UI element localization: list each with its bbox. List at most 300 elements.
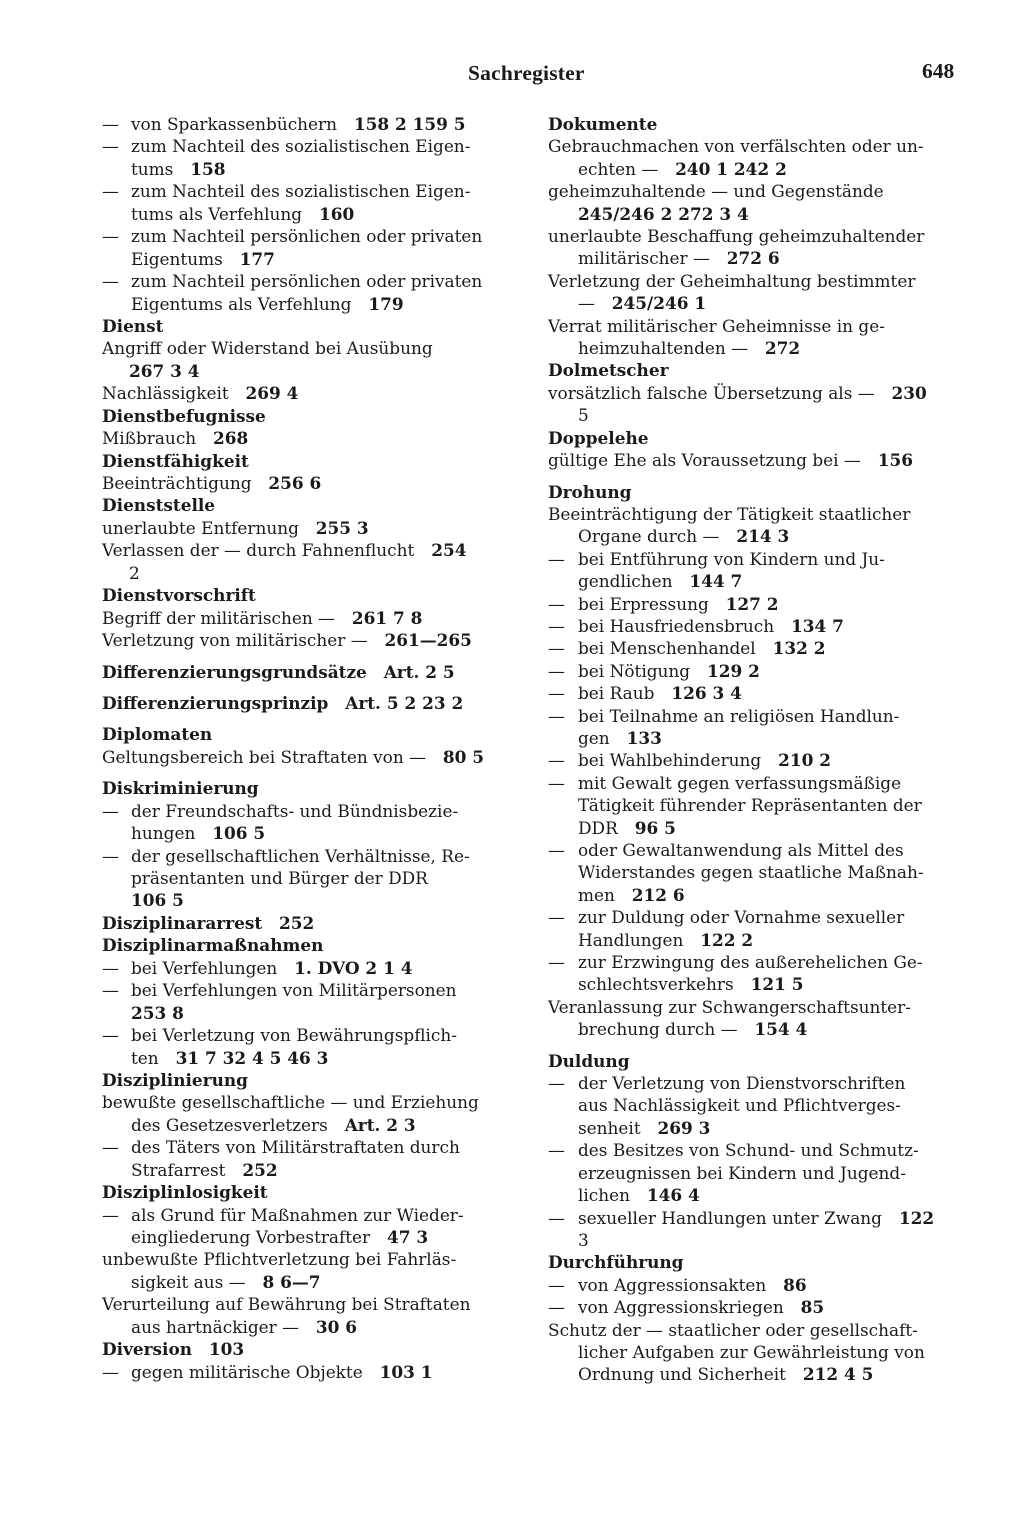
index-entry — [102, 562, 518, 584]
index-heading — [102, 1069, 518, 1091]
entry-text: Eigentums — [131, 248, 223, 269]
index-entry — [548, 794, 964, 816]
index-entry — [548, 548, 964, 570]
page-reference: 134 7 — [791, 615, 844, 636]
index-entry — [548, 449, 964, 471]
entry-text: Handlungen — [578, 929, 684, 950]
page-reference: 103 — [208, 1339, 245, 1360]
index-heading — [102, 450, 518, 472]
index-entry — [548, 503, 964, 525]
page-reference: 86 — [783, 1274, 807, 1295]
heading-text: Durchführung — [548, 1252, 684, 1273]
page-reference: 252 — [242, 1159, 278, 1180]
index-entry — [548, 203, 964, 225]
entry-dash: — — [102, 800, 119, 821]
entry-dash: — — [102, 1361, 119, 1382]
index-entry — [102, 1047, 518, 1069]
page-reference: 1. DVO 2 1 4 — [294, 957, 413, 978]
entry-text: lichen — [578, 1185, 631, 1206]
index-entry — [548, 1072, 964, 1094]
page-reference: 8 6—7 — [262, 1271, 321, 1292]
entry-dash: — — [102, 271, 119, 292]
index-entry — [102, 517, 518, 539]
page-reference: 240 1 242 2 — [675, 158, 787, 179]
heading-text: Dienst — [102, 315, 164, 336]
index-entry — [548, 270, 964, 292]
index-entry — [548, 404, 964, 426]
index-entry — [102, 746, 518, 768]
entry-dash: — — [548, 593, 565, 614]
index-entry — [102, 867, 518, 889]
page-reference: 154 4 — [754, 1019, 808, 1040]
index-entry — [102, 1316, 518, 1338]
entry-text: von Sparkassenbüchern — [131, 114, 337, 134]
page-reference: 212 4 5 — [802, 1364, 874, 1385]
index-entry — [102, 472, 518, 494]
index-entry — [548, 1094, 964, 1116]
entry-text: des Täters von Militärstraftaten durch — [131, 1137, 460, 1158]
index-entry — [548, 1018, 964, 1040]
entry-text: brechung durch — — [578, 1019, 738, 1040]
index-entry — [548, 593, 964, 615]
entry-text: hungen — [131, 823, 196, 844]
index-entry — [548, 158, 964, 180]
entry-text: Gebrauchmachen von verfälschten oder un- — [548, 136, 924, 157]
index-entry — [548, 861, 964, 883]
index-entry — [102, 248, 518, 270]
page-reference: 96 5 — [634, 817, 676, 838]
page-reference: 106 5 — [131, 890, 184, 911]
entry-text: gegen militärische Objekte — [131, 1361, 363, 1382]
index-entry — [548, 315, 964, 337]
index-entry — [102, 1136, 518, 1158]
index-entry — [102, 1114, 518, 1136]
entry-dash: — — [548, 1274, 565, 1295]
entry-text: zum Nachteil des sozialistischen Eigen- — [131, 181, 471, 202]
entry-dash: — — [102, 136, 119, 157]
heading-text: Doppelehe — [548, 427, 649, 448]
page-reference: 121 5 — [750, 974, 804, 995]
index-entry — [548, 1184, 964, 1206]
entry-text: senheit — [578, 1117, 641, 1138]
page-reference: 103 1 — [379, 1361, 433, 1382]
entry-dash: — — [102, 226, 119, 247]
index-entry — [102, 1248, 518, 1270]
heading-text: Diplomaten — [102, 724, 213, 745]
index-entry — [548, 570, 964, 592]
index-entry — [102, 293, 518, 315]
entry-text: Begriff der militärischen — — [102, 607, 336, 628]
index-heading — [102, 494, 518, 516]
index-entry — [548, 637, 964, 659]
index-entry — [548, 1296, 964, 1318]
entry-text: der Freundschafts- und Bündnisbezie- — [131, 800, 459, 821]
heading-text: Dienstbefugnisse — [102, 405, 266, 426]
entry-text: Beeinträchtigung — [102, 473, 252, 493]
index-heading — [102, 661, 518, 683]
entry-text: unerlaubte Entfernung — [102, 517, 299, 538]
entry-text: militärischer — — [578, 248, 710, 269]
index-entry — [548, 929, 964, 951]
entry-text: aus hartnäckiger — — [131, 1316, 299, 1337]
entry-text: men — [578, 884, 615, 905]
page-number: 648 — [922, 59, 955, 83]
entry-text: bei Menschenhandel — [578, 638, 756, 659]
entry-text: bei Raub — [578, 683, 655, 704]
entry-dash: — — [548, 1207, 565, 1228]
heading-text: Dolmetscher — [548, 360, 669, 381]
entry-text: zum Nachteil persönlichen oder privaten — [131, 271, 483, 292]
entry-text: bei Nötigung — [578, 660, 691, 681]
heading-text: Dienstvorschrift — [102, 585, 256, 606]
page-reference: 212 6 — [631, 884, 685, 905]
page-reference: 129 2 — [707, 660, 760, 681]
page-reference: 269 3 — [657, 1117, 711, 1138]
entry-text: schlechtsverkehrs — [578, 974, 734, 995]
page-reference: 256 6 — [268, 473, 322, 493]
heading-text: Disziplinierung — [102, 1069, 248, 1090]
index-heading — [102, 584, 518, 606]
index-heading — [548, 113, 964, 135]
entry-text: DDR — [578, 817, 618, 838]
entry-text: Strafarrest — [131, 1159, 226, 1180]
entry-text: bei Verfehlungen — [131, 957, 278, 978]
entry-text: der Verletzung von Dienstvorschriften — [578, 1073, 906, 1094]
index-entry — [102, 270, 518, 292]
page-reference: 179 — [368, 293, 404, 314]
entry-text: Verurteilung auf Bewährung bei Straftaten — [102, 1294, 471, 1315]
page-reference: Art. 5 2 23 2 — [345, 692, 464, 713]
index-entry — [548, 1117, 964, 1139]
page-reference: 146 4 — [646, 1185, 700, 1206]
entry-text: bei Wahlbehinderung — [578, 750, 762, 771]
page-reference: 80 5 — [442, 746, 485, 767]
entry-text: zur Erzwingung des außerehelichen Ge- — [578, 952, 923, 973]
entry-text: zur Duldung oder Vornahme sexueller — [578, 907, 905, 928]
index-entry — [548, 247, 964, 269]
entry-dash: — — [102, 957, 119, 978]
page-reference: 210 2 — [778, 750, 832, 771]
page-reference: 158 — [190, 158, 226, 179]
entry-dash: — — [102, 1025, 119, 1046]
index-entry — [102, 1204, 518, 1226]
entry-dash: — — [548, 548, 565, 569]
entry-text: erzeugnissen bei Kindern und Jugend- — [578, 1162, 906, 1183]
entry-dash: — — [548, 750, 565, 771]
index-heading — [548, 359, 964, 381]
page-reference: 245/246 2 272 3 4 — [578, 203, 749, 224]
index-entry — [102, 979, 518, 1001]
entry-dash: — — [102, 181, 119, 202]
index-entry — [102, 629, 518, 651]
heading-text: Drohung — [548, 481, 632, 502]
index-heading — [548, 427, 964, 449]
entry-dash: — — [548, 683, 565, 704]
entry-text: licher Aufgaben zur Gewährleistung von — [578, 1341, 925, 1362]
heading-text: Dienststelle — [102, 495, 216, 516]
entry-text: sexueller Handlungen unter Zwang — [578, 1207, 882, 1228]
index-heading — [102, 692, 518, 714]
page-reference: 254 — [431, 540, 467, 561]
page-reference: 261 7 8 — [351, 607, 423, 628]
entry-text: geheimzuhaltende — und Gegenstände — [548, 181, 884, 202]
index-entry — [102, 135, 518, 157]
index-entry — [548, 1341, 964, 1363]
page-reference: Art. 2 5 — [383, 661, 455, 682]
entry-text: der gesellschaftlichen Verhältnisse, Re- — [131, 845, 470, 866]
heading-text: Dienstfähigkeit — [102, 450, 249, 471]
index-entry — [102, 800, 518, 822]
entry-dash: — — [102, 1204, 119, 1225]
entry-text: eingliederung Vorbestrafter — [131, 1227, 371, 1247]
index-entry — [102, 1293, 518, 1315]
entry-text: 2 — [129, 562, 140, 583]
entry-text: mit Gewalt gegen verfassungsmäßige — [578, 772, 902, 793]
entry-dash: — — [102, 980, 119, 1001]
entry-dash: — — [102, 1137, 119, 1158]
index-entry — [102, 113, 518, 135]
index-entry — [102, 337, 518, 359]
page-reference: 122 2 — [700, 929, 754, 950]
index-entry — [548, 1207, 964, 1229]
index-entry — [548, 705, 964, 727]
heading-text: Duldung — [548, 1050, 630, 1071]
index-heading — [102, 1181, 518, 1203]
page-reference: 177 — [239, 248, 275, 269]
entry-text: bei Verletzung von Bewährungspflich- — [131, 1025, 457, 1046]
index-entry — [102, 957, 518, 979]
index-entry — [102, 158, 518, 180]
index-entry — [102, 539, 518, 561]
page-reference: 261—265 — [384, 630, 472, 651]
page-reference: 253 8 — [131, 1002, 184, 1023]
page-reference: 267 3 4 — [129, 360, 200, 381]
page-reference: 127 2 — [725, 593, 779, 614]
entry-text: bei Teilnahme an religiösen Handlun- — [578, 705, 900, 726]
entry-dash: — — [548, 1073, 565, 1094]
entry-text: aus Nachlässigkeit und Pflichtverges- — [578, 1095, 901, 1116]
entry-text: Eigentums als Verfehlung — [131, 293, 352, 314]
index-entry — [548, 525, 964, 547]
index-entry — [102, 1361, 518, 1383]
index-entry — [548, 337, 964, 359]
entry-dash: — — [548, 615, 565, 636]
index-entry — [548, 973, 964, 995]
index-entry — [102, 1159, 518, 1181]
page-reference: 156 — [877, 450, 913, 471]
entry-text: Organe durch — — [578, 526, 720, 547]
entry-text: des Besitzes von Schund- und Schmutz- — [578, 1140, 919, 1161]
entry-text: ten — [131, 1047, 159, 1068]
entry-text: präsentanten und Bürger der DDR — [131, 868, 428, 888]
index-entry — [102, 822, 518, 844]
index-entry — [548, 906, 964, 928]
index-entry — [102, 427, 518, 449]
page-reference: 133 — [626, 727, 662, 748]
index-column-left — [102, 113, 518, 1383]
entry-dash: — — [102, 114, 119, 134]
index-entry — [548, 660, 964, 682]
page-reference: 230 — [891, 382, 927, 403]
page-reference: 47 3 — [387, 1227, 429, 1247]
page-reference: 144 7 — [689, 571, 743, 592]
entry-dash: — — [548, 638, 565, 659]
entry-dash: — — [548, 840, 565, 860]
index-entry — [548, 382, 964, 404]
index-entry — [102, 382, 518, 404]
index-entry — [102, 1024, 518, 1046]
heading-text: Dokumente — [548, 114, 658, 134]
entry-text: vorsätzlich falsche Übersetzung als — — [548, 382, 875, 403]
heading-text: Disziplinlosigkeit — [102, 1182, 268, 1203]
entry-text: 5 — [578, 405, 589, 426]
entry-text: — — [578, 293, 595, 314]
index-entry — [548, 727, 964, 749]
entry-text: bei Verfehlungen von Militärpersonen — [131, 980, 457, 1001]
page-reference: 272 — [764, 338, 801, 359]
index-entry — [548, 817, 964, 839]
page-reference: 268 — [213, 428, 249, 449]
entry-text: Schutz der — staatlicher oder gesellschaft- — [548, 1319, 918, 1340]
index-entry — [548, 135, 964, 157]
entry-text: gen — [578, 727, 610, 748]
entry-dash: — — [548, 660, 565, 681]
index-heading — [102, 912, 518, 934]
entry-text: bei Erpressung — [578, 593, 709, 614]
index-entry — [548, 1274, 964, 1296]
entry-text: bewußte gesellschaftliche — und Erziehung — [102, 1092, 479, 1113]
entry-text: Angriff oder Widerstand bei Ausübung — [102, 338, 433, 359]
entry-dash: — — [548, 952, 565, 973]
entry-dash: — — [548, 705, 565, 726]
entry-dash: — — [548, 1140, 565, 1161]
page-reference: 30 6 — [315, 1316, 358, 1337]
entry-text: als Grund für Maßnahmen zur Wieder- — [131, 1204, 464, 1225]
index-entry — [102, 180, 518, 202]
page-reference: 31 7 32 4 5 46 3 — [175, 1047, 329, 1068]
index-entry — [548, 839, 964, 861]
entry-text: Verlassen der — durch Fahnenflucht — [102, 540, 415, 561]
index-heading — [548, 481, 964, 503]
index-entry — [548, 1319, 964, 1341]
index-entry — [102, 845, 518, 867]
entry-text: von Aggressionskriegen — [578, 1297, 784, 1318]
index-entry — [548, 996, 964, 1018]
index-entry — [102, 225, 518, 247]
page-reference: 126 3 4 — [671, 683, 742, 704]
entry-text: Geltungsbereich bei Straftaten von — — [102, 746, 426, 767]
entry-text: unerlaubte Beschaffung geheimzuhaltender — [548, 226, 925, 247]
index-heading — [548, 1050, 964, 1072]
entry-text: Verrat militärischer Geheimnisse in ge- — [548, 315, 885, 336]
page-reference: 214 3 — [736, 526, 790, 547]
page-reference: 252 — [279, 912, 315, 933]
entry-text: Beeinträchtigung der Tätigkeit staatlicher — [548, 503, 911, 524]
index-heading — [102, 315, 518, 337]
entry-text: bei Hausfriedensbruch — [578, 615, 775, 636]
entry-text: echten — — [578, 158, 659, 179]
page-reference: 272 6 — [726, 248, 780, 269]
entry-dash: — — [548, 772, 565, 793]
index-entry — [102, 360, 518, 382]
index-entry — [548, 225, 964, 247]
page-reference: 106 5 — [212, 823, 266, 844]
page-reference: 269 4 — [245, 383, 299, 404]
index-heading — [548, 1251, 964, 1273]
index-entry — [548, 180, 964, 202]
heading-text: Diversion — [102, 1339, 192, 1360]
index-entry — [548, 1162, 964, 1184]
entry-text: von Aggressionsakten — [578, 1274, 767, 1295]
page-reference: 158 2 159 5 — [353, 114, 466, 134]
entry-text: Widerstandes gegen staatliche Maßnah- — [578, 862, 924, 883]
index-heading — [102, 405, 518, 427]
index-entry — [102, 1271, 518, 1293]
entry-dash: — — [548, 1297, 565, 1318]
entry-text: tums — [131, 158, 174, 179]
index-entry — [102, 1226, 518, 1248]
entry-text: zum Nachteil persönlichen oder privaten — [131, 226, 483, 247]
entry-dash: — — [548, 907, 565, 928]
entry-text: unbewußte Pflichtverletzung bei Fahrläs- — [102, 1249, 457, 1270]
index-column-right — [548, 113, 964, 1386]
entry-text: gültige Ehe als Voraussetzung bei — — [548, 450, 861, 471]
entry-dash: — — [102, 845, 119, 866]
index-entry — [548, 1363, 964, 1385]
page-reference: Art. 2 3 — [344, 1114, 416, 1135]
index-entry — [548, 1139, 964, 1161]
entry-text: Tätigkeit führender Repräsentanten der — [578, 795, 922, 816]
entry-text: gendlichen — [578, 571, 673, 592]
index-entry — [548, 749, 964, 771]
entry-text: zum Nachteil des sozialistischen Eigen- — [131, 136, 471, 157]
entry-text: Nachlässigkeit — [102, 383, 229, 404]
index-entry — [102, 203, 518, 225]
heading-text: Differenzierungsgrundsätze — [102, 661, 367, 682]
entry-text: 3 — [578, 1229, 589, 1250]
heading-text: Differenzierungsprinzip — [102, 692, 329, 713]
index-heading — [102, 777, 518, 799]
index-entry — [102, 889, 518, 911]
page-reference: 85 — [800, 1297, 825, 1318]
index-entry — [548, 951, 964, 973]
page-reference: 132 2 — [772, 638, 826, 659]
index-heading — [102, 934, 518, 956]
page-reference: 122 — [898, 1207, 935, 1228]
index-entry — [548, 292, 964, 314]
page-header-title: Sachregister — [468, 61, 585, 85]
index-entry — [102, 607, 518, 629]
entry-text: Verletzung der Geheimhaltung bestimmter — [548, 270, 916, 291]
index-entry — [548, 1229, 964, 1251]
index-heading — [102, 723, 518, 745]
index-entry — [102, 1002, 518, 1024]
index-entry — [548, 772, 964, 794]
index-entry — [548, 682, 964, 704]
index-entry — [548, 615, 964, 637]
heading-text: Disziplinarmaßnahmen — [102, 935, 324, 956]
entry-text: sigkeit aus — — [131, 1271, 246, 1292]
heading-text: Diskriminierung — [102, 778, 259, 799]
page-reference: 255 3 — [315, 517, 369, 538]
entry-text: Verletzung von militärischer — — [102, 630, 368, 651]
entry-text: heimzuhaltenden — — [578, 338, 749, 359]
entry-text: tums als Verfehlung — [131, 203, 303, 224]
entry-text: Ordnung und Sicherheit — [578, 1364, 786, 1385]
index-entry — [548, 884, 964, 906]
index-entry — [102, 1091, 518, 1113]
entry-text: bei Entführung von Kindern und Ju- — [578, 548, 885, 569]
